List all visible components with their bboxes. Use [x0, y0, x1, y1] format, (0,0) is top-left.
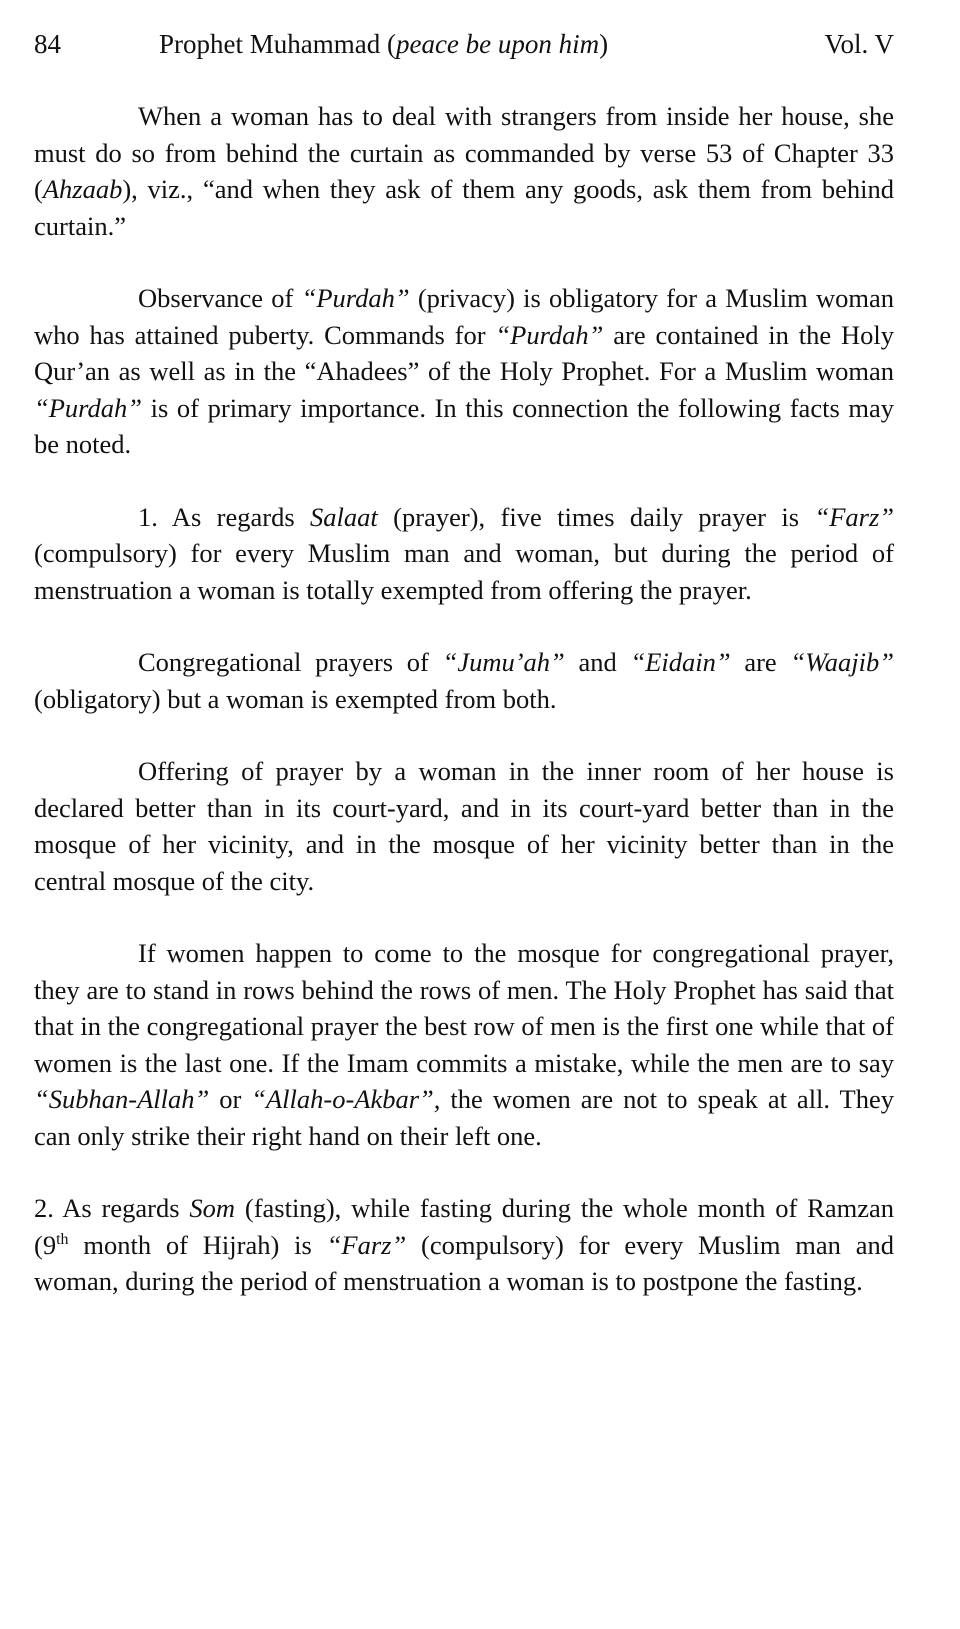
paragraph-strangers: When a woman has to deal with strangers from inside her house, she must do so from behind the curtain as commanded by verse 53 of Chapter 33 (Ahzaab), viz., “and when they ask of them any goods, ask them from behind curtain.”: [34, 101, 894, 241]
paragraph-congregational: Congregational prayers of “Jumu’ah” and “Eidain” are “Waajib” (obligatory) but a woman is exempted from both.: [34, 647, 894, 714]
paragraph-inner-room: Offering of prayer by a woman in the inner room of her house is declared better than in its court-yard, and in its court-yard better than in the mosque of her vicinity, and in the mosque of her vicinity better than in the central mosque of the city.: [34, 756, 894, 896]
paragraph-purdah: Observance of “Purdah” (privacy) is obligatory for a Muslim woman who has attained puberty. Commands for “Purdah” are contained in the Holy Qur’an as well as in the “Ahadees” of the Holy Prophet. For a Muslim woman “Purdah” is of primary importance. In this connection the following facts may be noted.: [34, 283, 894, 459]
page-number: 84: [34, 29, 61, 59]
running-title: Prophet Muhammad (peace be upon him): [159, 29, 609, 59]
running-header: [34, 24, 894, 64]
paragraph-fasting: 2. As regards Som (fasting), while fasting during the whole month of Ramzan (9th month of Hijrah) is “Farz” (compulsory) for every Muslim man and woman, during the period of menstruation a woman is to postpone the fasting.: [34, 1193, 895, 1296]
body-text: [34, 98, 894, 1300]
volume-label: Vol. V: [824, 29, 894, 59]
paragraph-salaat: 1. As regards Salaat (prayer), five times daily prayer is “Farz” (compulsory) for every Muslim man and woman, but during the period of menstruation a woman is totally exempted from offering the prayer.: [34, 501, 894, 605]
paragraph-mosque-rows: If women happen to come to the mosque for congregational prayer, they are to stand in rows behind the rows of men. The Holy Prophet has said that that in the congregational prayer the best row of men is the first one while that of women is the last one. If the Imam commits a mistake, while the men are to say “Subhan-Allah” or “Allah-o-Akbar”, the women are not to speak at all. They can only strike their right hand on their left one.: [34, 938, 894, 1151]
